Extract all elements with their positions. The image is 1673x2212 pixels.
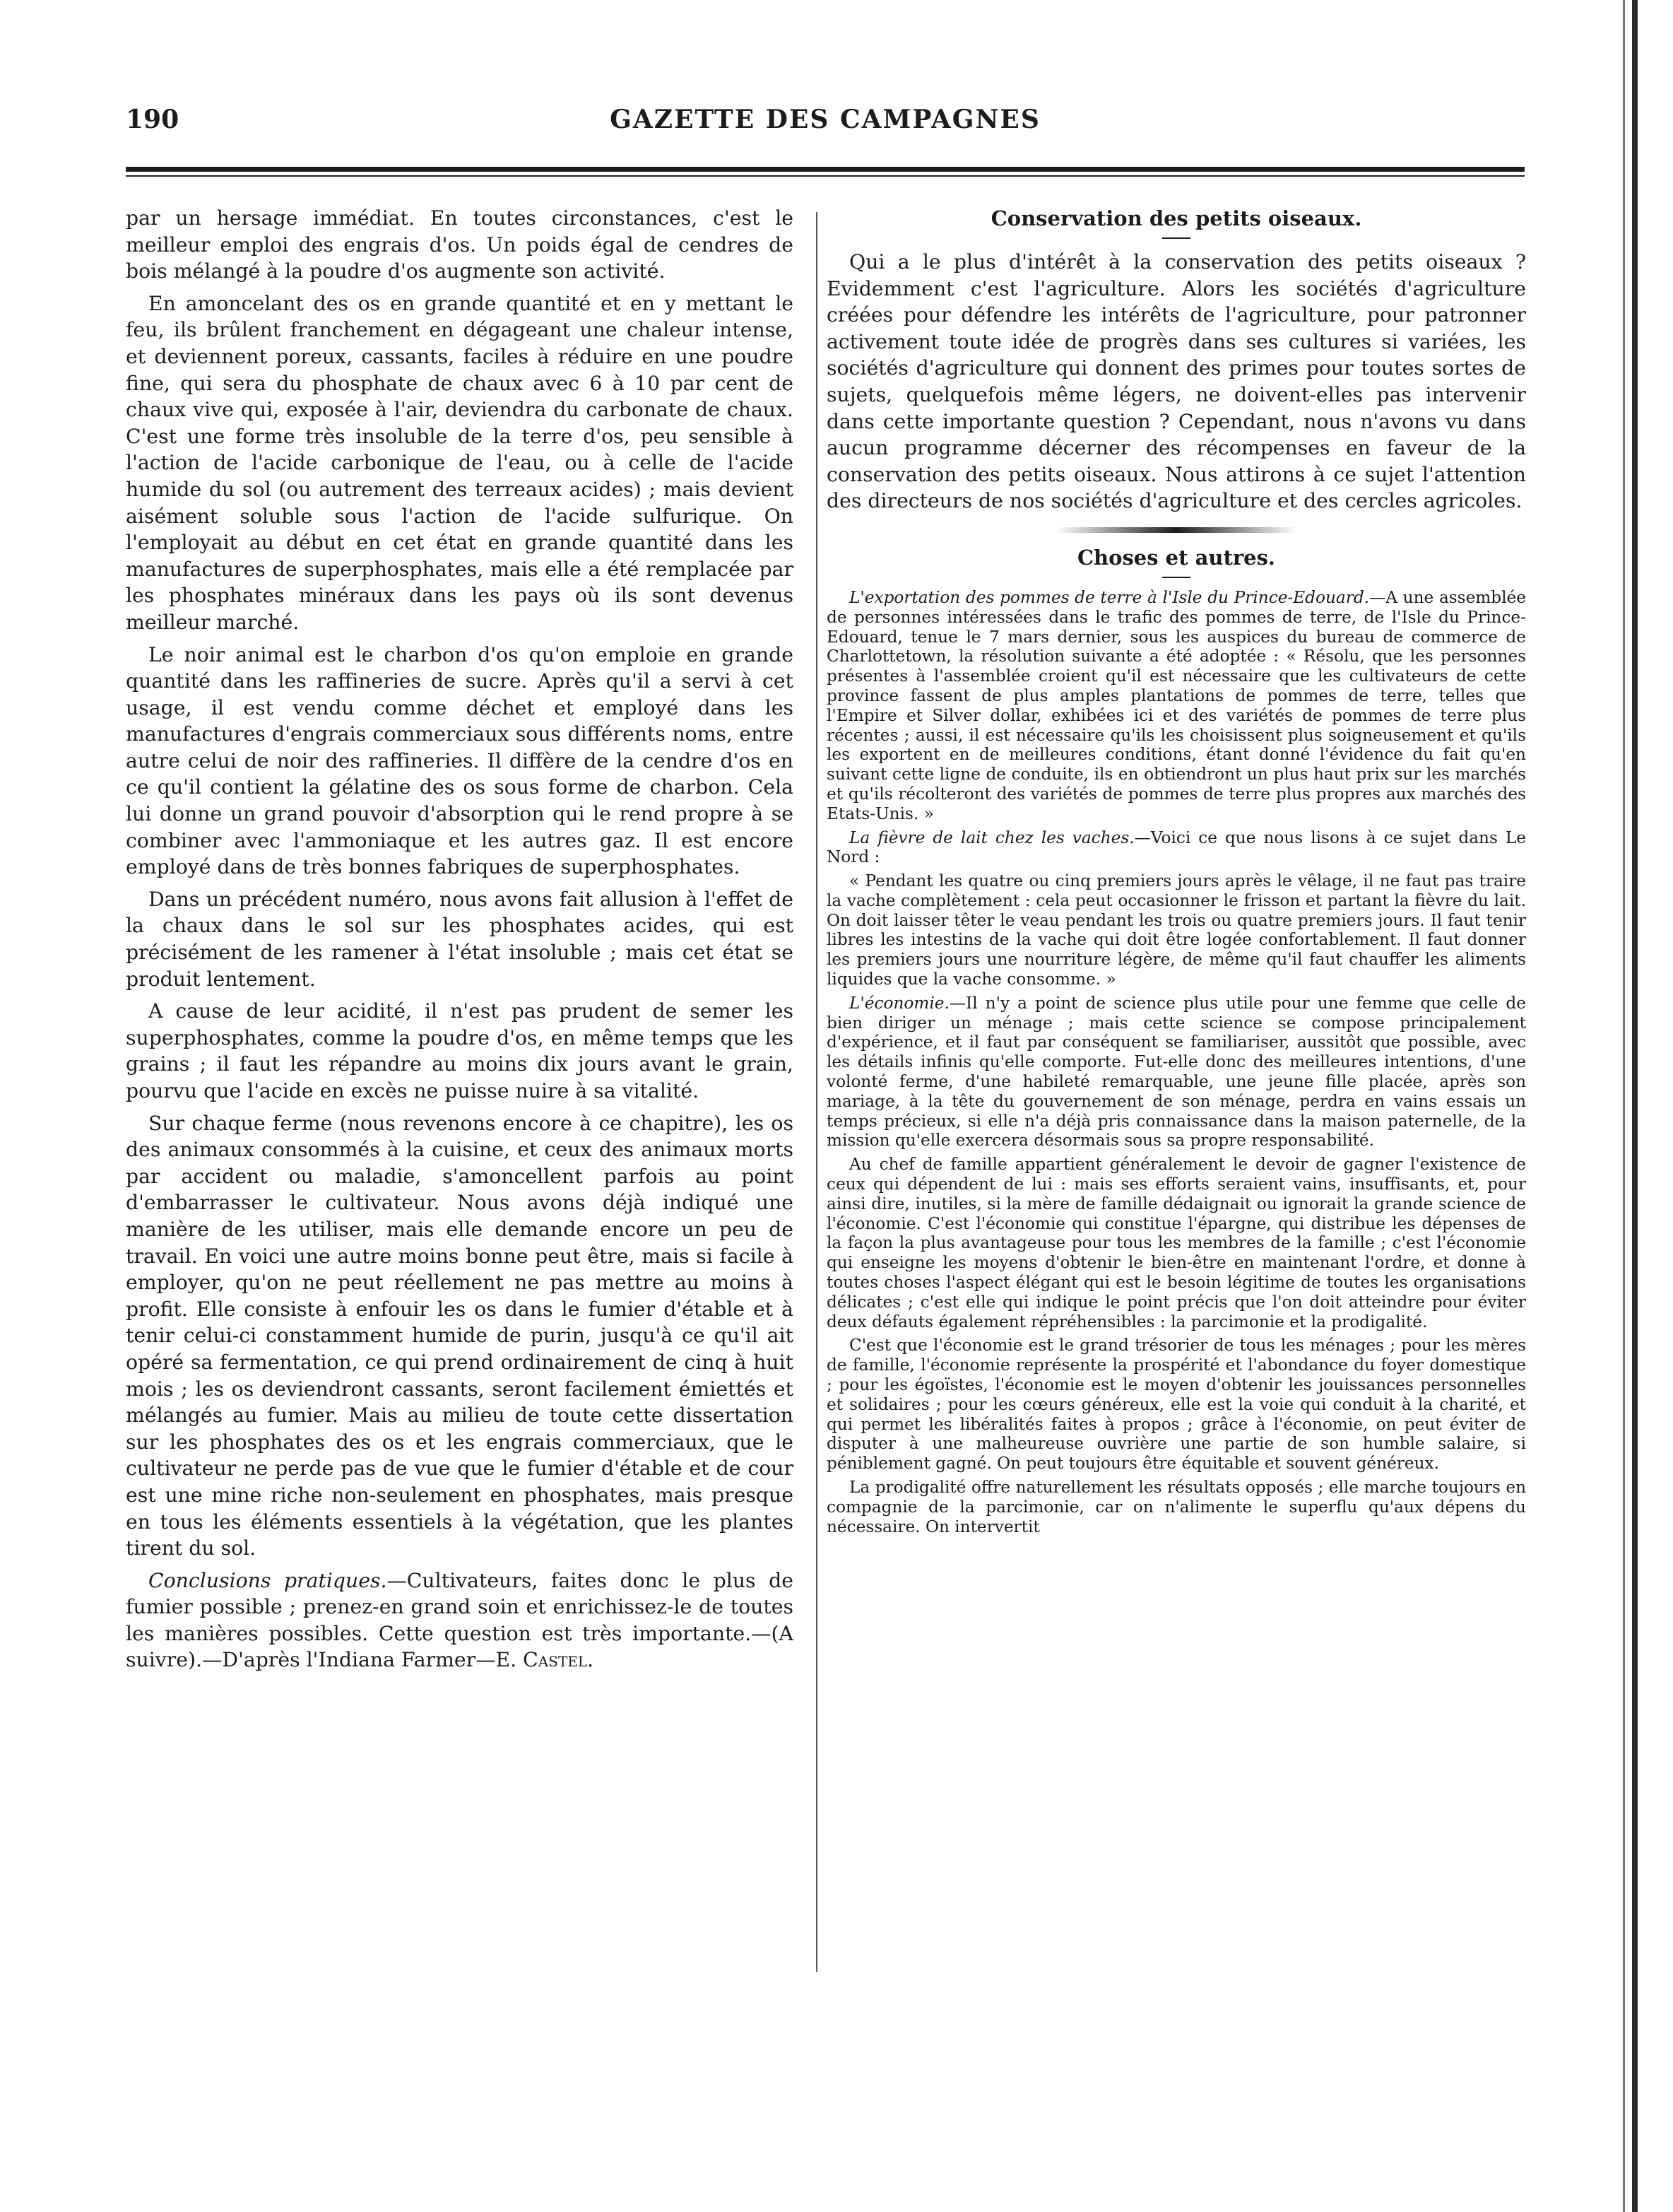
item-text: —A une assemblée de personnes intéressées dans le trafic des pommes de terre, de l'Isle du Prince-Edouard, tenue le 7 mars dernier, sous les auspices du bureau de commerce de Charlottetown, la résolution suivante a été adoptée : « Résolu, que les personnes présentes à l'assemblée croient qu'il est nécessaire que les cultivateurs de cette province fassent de plus amples plantations de pommes de terre, telles que l'Empire et Silver dollar, exhibées ici et des variétés de pommes de terre plus récentes ; aussi, il est nécessaire qu'ils les choisissent plus soigneusement et qu'ils les exportent en de meilleures conditions, étant donné l'évidence du fait qu'en suivant cette ligne de conduite, ils en obtiendront un plus haut prix sur les marchés et qu'ils récolteront des variétés de pommes de terre plus propres aux marchés des Etats-Unis. »: [827, 587, 1526, 823]
left-paragraph-1: par un hersage immédiat. En toutes circonstances, c'est le meilleur emploi des engrais d'os. Un poids égal de cendres de bois mélangé à la poudre d'os augmente son activité.: [126, 206, 793, 283]
section-heading-choses: Choses et autres.: [1077, 545, 1276, 570]
choses-item-6: [827, 1336, 1526, 1473]
conclusion-text: —Cultivateurs, faites donc le plus de fumier possible ; prenez-en grand soin et enrichissez-le de toutes les manières possibles. Cette question est très importante.—(A suivre).—D'après l'Indiana Farmer—: [126, 1568, 793, 1672]
choses-item-1: [827, 588, 1526, 824]
item-lead: L'économie.: [849, 993, 950, 1013]
column-divider: [816, 212, 817, 1972]
left-paragraph-4: Dans un précédent numéro, nous avons fait allusion à l'effet de la chaux dans le sol sur les phosphates acides, qui est précisément de les ramener à l'état insoluble ; mais cet état se produit lentement.: [126, 887, 793, 991]
right-column: [827, 205, 1526, 1536]
heading-dash: [1162, 577, 1190, 578]
left-paragraph-2: En amoncelant des os en grande quantité et en y mettant le feu, ils brûlent franchement en dégageant une chaleur intense, et deviennent poreux, cassants, faciles à réduire en une poudre fine, qui sera du phosphate de chaux avec 6 à 10 par cent de chaux vive qui, exposée à l'air, deviendra du carbonate de chaux. C'est une forme très insoluble de la terre d'os, peu sensible à l'action de l'acide carbonique de l'eau, ou à celle de l'acide humide du sol (ou autrement des terreaux acides) ; mais devient aisément soluble sous l'action de l'acide sulfurique. On l'employait au début en cet état en grande quantité dans les manufactures de superphosphates, mais elle a été remplacée par les phosphates minéraux dans les pays où ils sont devenus meilleur marché.: [126, 291, 793, 634]
left-paragraph-5: A cause de leur acidité, il n'est pas prudent de semer les superphosphates, comme la poudre d'os, en même temps que les grains ; il faut les répandre au moins dix jours avant le grain, pourvu que l'acide en excès ne puisse nuire à sa vitalité.: [126, 999, 793, 1102]
item-lead: L'exportation des pommes de terre à l'Isle du Prince-Edouard.: [849, 587, 1370, 607]
section-divider-ornament: [1056, 527, 1296, 533]
page-header: [126, 105, 1525, 147]
article-signature: E. Castel.: [495, 1648, 594, 1672]
oiseaux-paragraph: Qui a le plus d'intérêt à la conservation des petits oiseaux ? Evidemment c'est l'agriculture. Alors les sociétés d'agriculture créées pour défendre les intérêts de l'agriculture, pour patronner activement toute idée de progrès dans ses cultures si variées, les sociétés d'agriculture qui donnent des primes pour toutes sortes de sujets, quelquefois même légers, ne doivent-elles pas intervenir dans cette importante question ? Cependant, nous n'avons vu dans aucun programme décerner des récompenses en faveur de la conservation des petits oiseaux. Nous attirons à ce sujet l'attention des directeurs de nos sociétés d'agriculture et des cercles agricoles.: [827, 250, 1526, 513]
page-number: 190: [126, 105, 179, 134]
choses-item-7: [827, 1478, 1526, 1536]
choses-item-4: [827, 994, 1526, 1151]
choses-item-2: [827, 828, 1526, 868]
section-heading-oiseaux: Conservation des petits oiseaux.: [991, 206, 1362, 230]
choses-item-3: [827, 871, 1526, 989]
binding-edge: [1632, 0, 1638, 2212]
item-text: La prodigalité offre naturellement les résultats opposés ; elle marche toujours en compagnie de la parcimonie, car on n'alimente le superflu qu'aux dépens du nécessaire. On intervertit: [827, 1478, 1526, 1536]
item-text: Au chef de famille appartient généralement le devoir de gagner l'existence de ceux qui dépendent de lui : mais ses efforts seraient vains, insuffisants, et, pour ainsi dire, inutiles, si la mère de famille dédaignait ou ignorait la grande science de l'économie. C'est l'économie qui constitue l'épargne, qui distribue les dépenses de la façon la plus avantageuse pour tous les membres de la famille ; c'est l'économie qui enseigne les moyens d'obtenir le bien-être en maintenant l'ordre, et donne à toutes choses l'aspect élégant qui est le besoin légitime de toutes les organisations délicates ; c'est elle qui indique le point précis que l'on doit atteindre pour éviter deux défauts également répréhensibles : la parcimonie et la prodigalité.: [827, 1155, 1526, 1331]
conclusion-lead: Conclusions pratiques.: [148, 1568, 387, 1592]
running-title: GAZETTE DES CAMPAGNES: [610, 105, 1041, 134]
left-paragraph-3: Le noir animal est le charbon d'os qu'on emploie en grande quantité dans les raffineries de sucre. Après qu'il a servi à cet usage, il est vendu comme déchet et employé dans les manufactures d'engrais commerciaux sous différents noms, entre autre celui de noir des raffineries. Il diffère de la cendre d'os en ce qu'il contient la gélatine des os sous forme de charbon. Cela lui donne un grand pouvoir d'absorption qui le rend propre à se combiner avec l'ammoniaque et les autres gaz. Il est encore employé dans de très bonnes fabriques de superphosphates.: [126, 642, 793, 879]
heading-dash: [1162, 237, 1190, 239]
left-paragraph-6: Sur chaque ferme (nous revenons encore à ce chapitre), les os des animaux consommés à la cuisine, et ceux des animaux morts par accident ou maladie, s'amoncellent parfois au point d'embarrasser le cultivateur. Nous avons déjà indiqué une manière de les utiliser, mais elle demande encore un peu de travail. En voici une autre moins bonne peut être, mais si facile à employer, qu'on ne peut réellement ne pas mettre au moins à profit. Elle consiste à enfouir les os dans le fumier d'étable et à tenir celui-ci constamment humide de purin, jusqu'à ce qu'il ait opéré sa fermentation, ce qui prend ordinairement de cinq à huit mois ; les os deviendront cassants, seront facilement émiettés et mélangés au fumier. Mais au milieu de toute cette dissertation sur les phosphates des os et les engrais commerciaux, que le cultivateur ne perde pas de vue que le fumier d'étable et de cour est une mine riche non-seulement en phosphates, mais presque en tous les éléments essentiels à la végétation, que les plantes tirent du sol.: [126, 1111, 793, 1560]
header-rule-thin: [126, 175, 1525, 177]
item-text: —Voici ce que nous lisons à ce sujet dans Le Nord :: [827, 828, 1526, 867]
item-text: « Pendant les quatre ou cinq premiers jours après le vêlage, il ne faut pas traire la vache complètement : cela peut occasionner le frisson et partant la fièvre du lait. On doit laisser têter le veau pendant les trois ou quatre premiers jours. Il faut tenir libres les intestins de la vache qui doit être logée confortablement. Il faut donner les premiers jours une nourriture légère, de même qu'il faut chauffer les aliments liquides que la vache consomme. »: [827, 871, 1526, 989]
choses-item-5: [827, 1155, 1526, 1331]
left-column: [126, 205, 793, 1673]
item-text: C'est que l'économie est le grand trésorier de tous les ménages ; pour les mères de famille, l'économie représente la prospérité et l'abondance du foyer domestique ; pour les égoïstes, l'économie est le moyen d'obtenir les jouissances personnelles et solidaires ; pour les cœurs généreux, elle est la voie qui conduit à la charité, et qui permet les libéralités faites à propos ; grâce à l'économie, on peut éviter de disputer à une malheureuse ouvrière une partie de son humble salaire, si péniblement gagné. On peut toujours être équitable et souvent généreux.: [827, 1336, 1526, 1473]
conclusion-paragraph: [126, 1567, 793, 1673]
item-lead: La fièvre de lait chez les vaches.: [849, 828, 1135, 847]
header-rule-thick: [126, 167, 1525, 172]
binding-edge-line: [1623, 0, 1625, 2212]
item-text: —Il n'y a point de science plus utile pour une femme que celle de bien diriger un ménage ; mais cette science se compose principalement d'expérience, et il faut par conséquent se familiariser, aussitôt que possible, avec les détails infinis qu'elle comporte. Fut-elle donc des meilleures intentions, d'une volonté ferme, d'une habileté remarquable, une jeune fille placée, après son mariage, à la tête du gouvernement de son ménage, perdra en vains essais un temps précieux, si elle n'a déjà pris connaissance dans la maison paternelle, de la mission qu'elle exercera désormais sous sa propre responsabilité.: [827, 993, 1526, 1151]
